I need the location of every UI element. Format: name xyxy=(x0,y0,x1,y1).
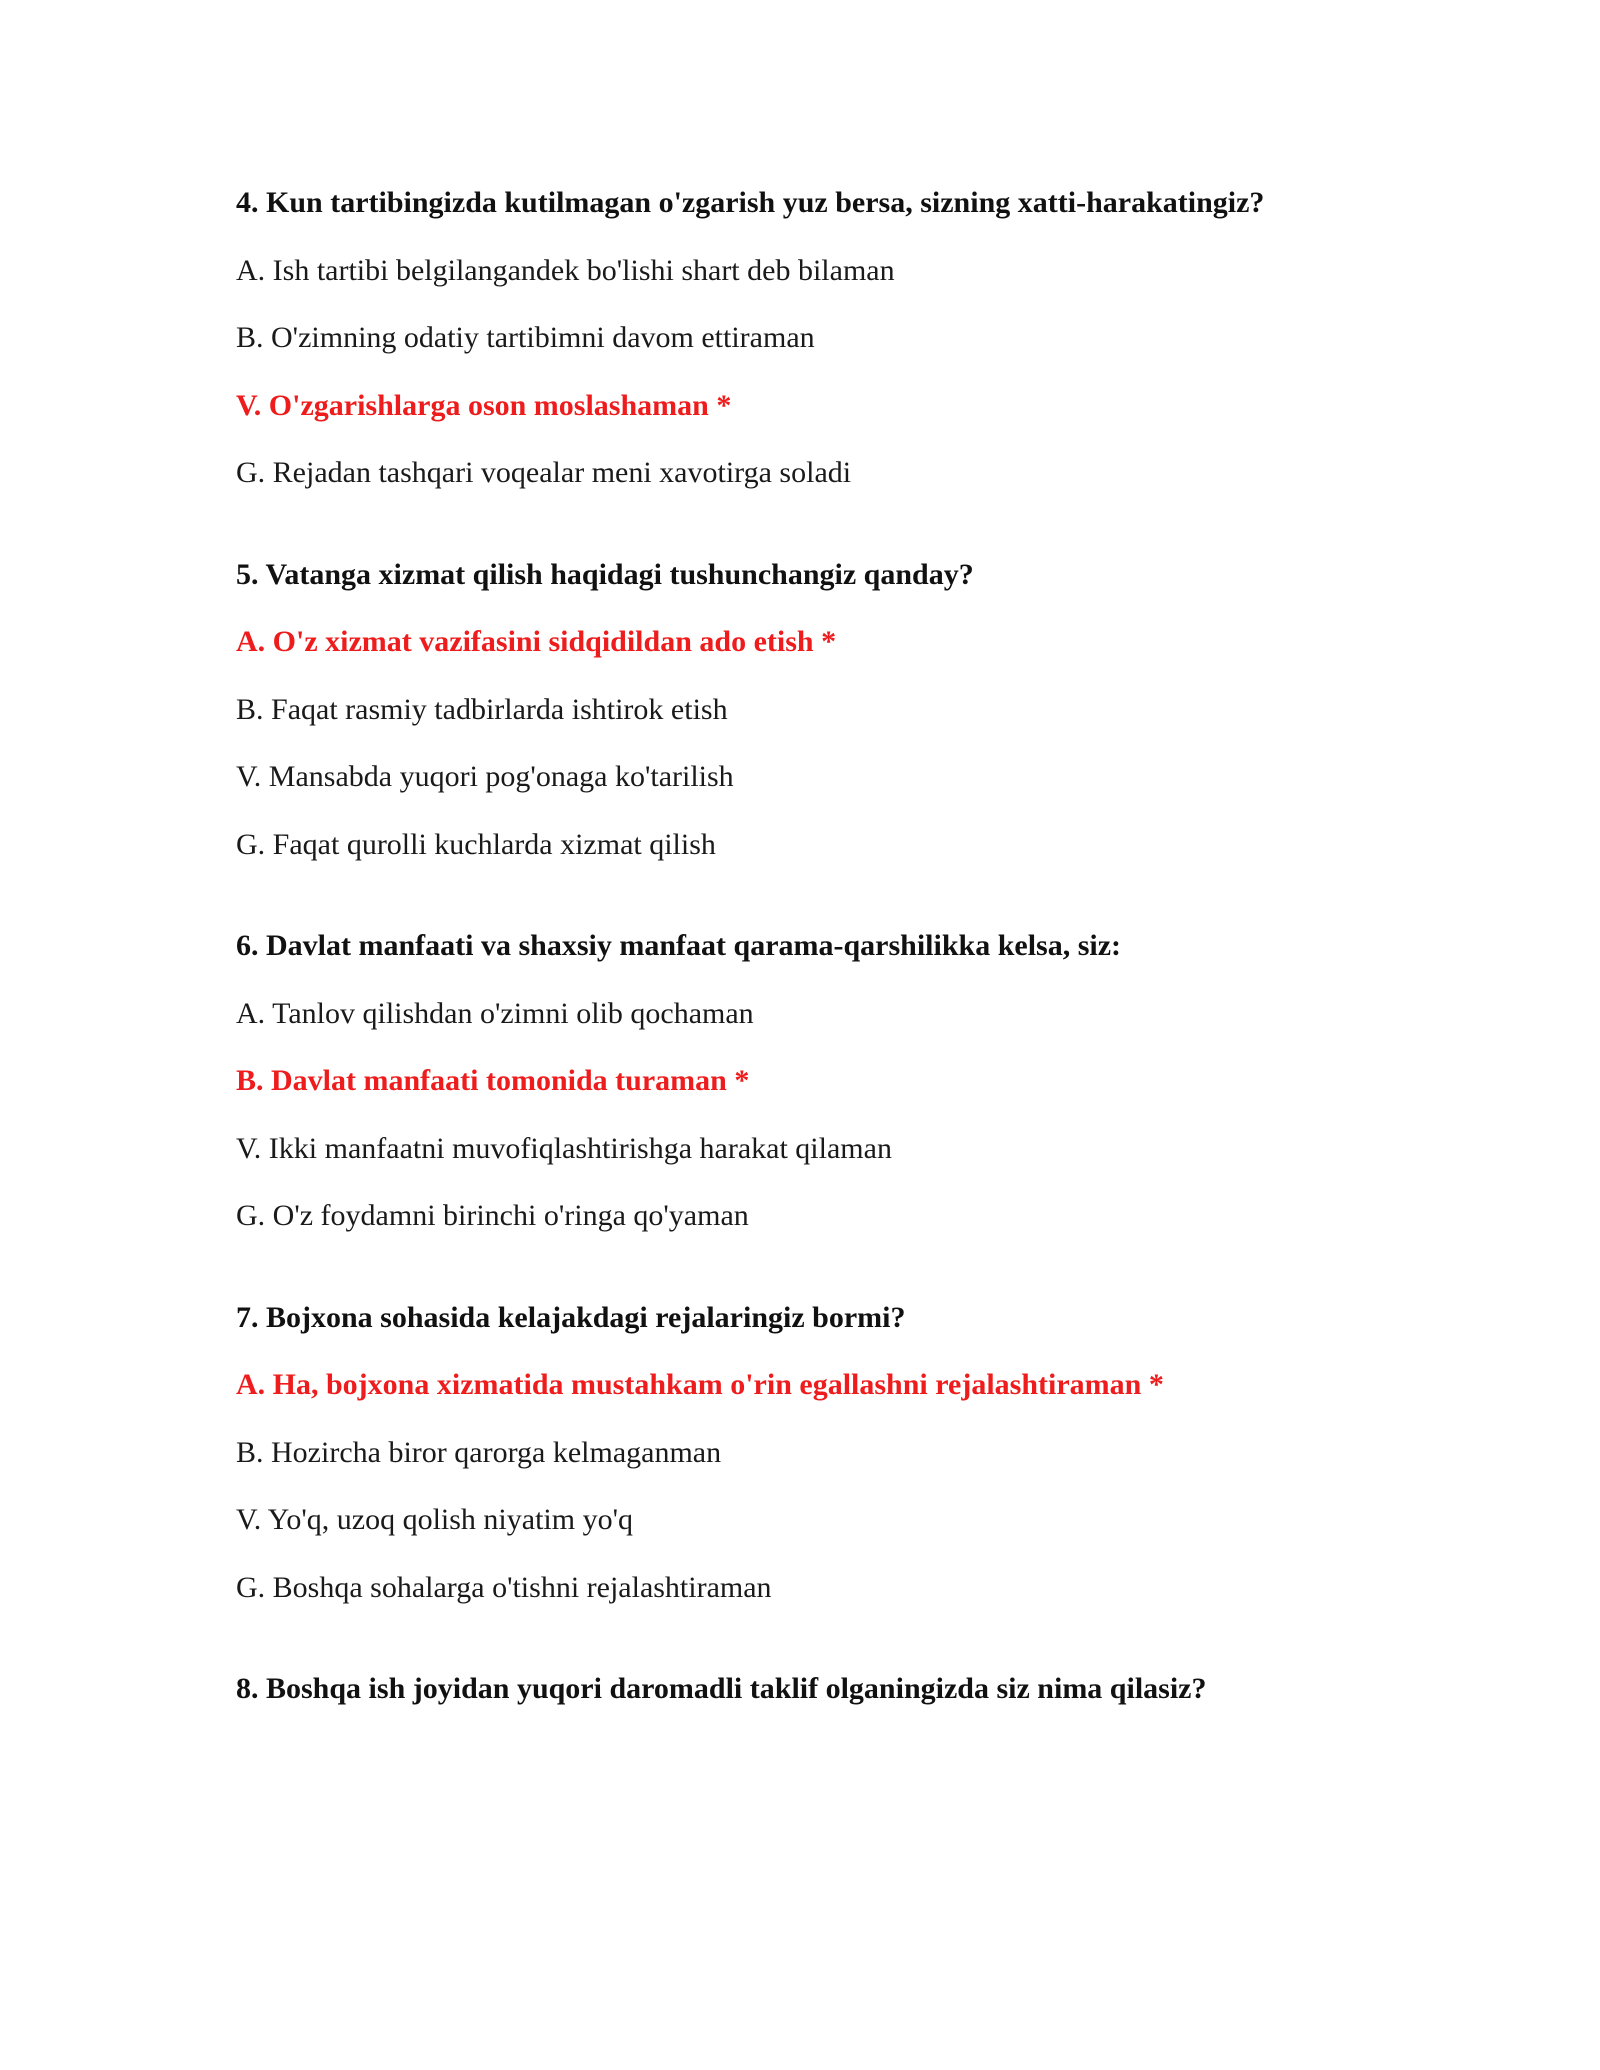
question-title: 6. Davlat manfaati va shaxsiy manfaat qarama-qarshilikka kelsa, siz: xyxy=(236,929,1122,962)
quiz-content xyxy=(236,186,1416,1740)
answer-option-g: G. Boshqa sohalarga o'tishni rejalashtiraman xyxy=(236,1570,772,1604)
question-7 xyxy=(236,1301,1416,1605)
answer-option-b: B. Hozircha biror qarorga kelmaganman xyxy=(236,1435,722,1469)
answer-option-g: G. O'z foydamni birinchi o'ringa qo'yaman xyxy=(236,1199,749,1232)
answer-option-b: B. Faqat rasmiy tadbirlarda ishtirok etish xyxy=(236,692,728,726)
answer-option-a-correct: A. Ha, bojxona xizmatida mustahkam o'rin egallashni rejalashtiraman * xyxy=(236,1368,1164,1401)
answer-option-a: A. Ish tartibi belgilangandek bo'lishi shart deb bilaman xyxy=(236,253,895,287)
answer-option-g: G. Faqat qurolli kuchlarda xizmat qilish xyxy=(236,827,716,861)
answer-option-v: V. Ikki manfaatni muvofiqlashtirishga harakat qilaman xyxy=(236,1131,892,1165)
question-title: 7. Bojxona sohasida kelajakdagi rejalaringiz bormi? xyxy=(236,1300,906,1334)
answer-option-g: G. Rejadan tashqari voqealar meni xavotirga soladi xyxy=(236,456,852,489)
question-title: 4. Kun tartibingizda kutilmagan o'zgarish yuz bersa, sizning xatti-harakatingiz? xyxy=(236,186,1265,219)
question-4 xyxy=(236,186,1416,490)
answer-option-v: V. Yo'q, uzoq qolish niyatim yo'q xyxy=(236,1503,633,1536)
question-title: 8. Boshqa ish joyidan yuqori daromadli taklif olganingizda siz nima qilasiz? xyxy=(236,1672,1207,1705)
question-5 xyxy=(236,558,1416,862)
answer-option-v-correct: V. O'zgarishlarga oson moslashaman * xyxy=(236,388,732,422)
question-6 xyxy=(236,929,1416,1233)
answer-option-a-correct: A. O'z xizmat vazifasini sidqidildan ado etish * xyxy=(236,625,837,658)
answer-option-b-correct: B. Davlat manfaati tomonida turaman * xyxy=(236,1064,750,1097)
question-8 xyxy=(236,1672,1416,1706)
answer-option-a: A. Tanlov qilishdan o'zimni olib qochaman xyxy=(236,996,754,1030)
question-title: 5. Vatanga xizmat qilish haqidagi tushunchangiz qanday? xyxy=(236,557,974,591)
answer-option-b: B. O'zimning odatiy tartibimni davom ettiraman xyxy=(236,321,815,354)
answer-option-v: V. Mansabda yuqori pog'onaga ko'tarilish xyxy=(236,760,734,793)
